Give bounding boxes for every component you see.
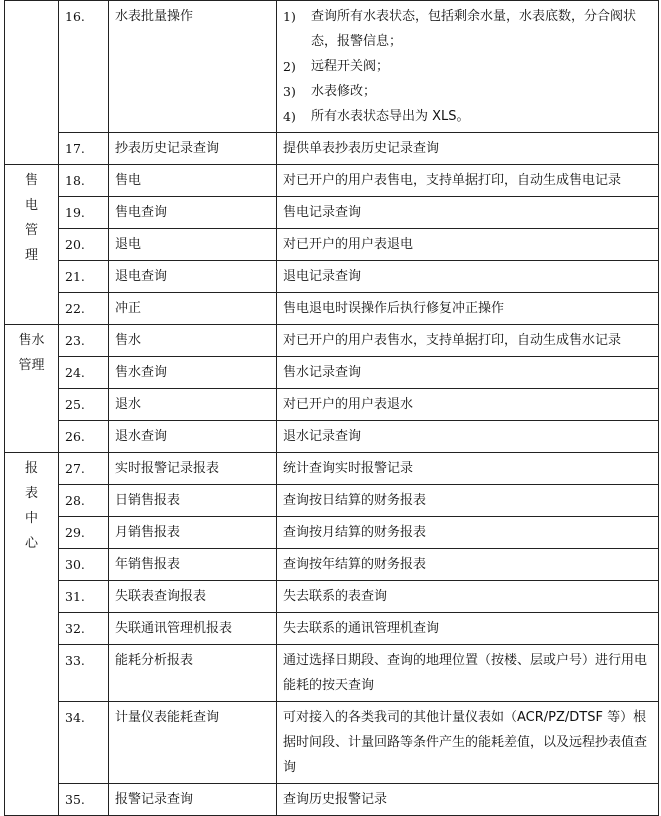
- table-row: [5, 197, 659, 229]
- table-row: [5, 645, 659, 702]
- function-description: 通过选择日期段、查询的地理位置（按楼、层或户号）进行用电能耗的按天查询: [277, 645, 659, 702]
- row-number: 27.: [59, 453, 109, 485]
- table-row: [5, 357, 659, 389]
- function-name: 售水: [109, 325, 277, 357]
- function-description: 失去联系的通讯管理机查询: [277, 613, 659, 645]
- table-row: [5, 702, 659, 784]
- row-number: 33.: [59, 645, 109, 702]
- function-name: 售电: [109, 165, 277, 197]
- function-description: 查询按月结算的财务报表: [277, 517, 659, 549]
- function-name: 售水查询: [109, 357, 277, 389]
- function-table: [4, 0, 659, 816]
- row-number: 16.: [59, 1, 109, 133]
- function-name: 能耗分析报表: [109, 645, 277, 702]
- step-list: [283, 4, 652, 129]
- row-number: 25.: [59, 389, 109, 421]
- function-name: 售电查询: [109, 197, 277, 229]
- list-item: 4) 所有水表状态导出为 XLS。: [283, 109, 470, 124]
- function-description: 退电记录查询: [277, 261, 659, 293]
- table-row: [5, 133, 659, 165]
- table-row: [5, 165, 659, 197]
- function-name: 月销售报表: [109, 517, 277, 549]
- table-row: [5, 485, 659, 517]
- function-description: 售水记录查询: [277, 357, 659, 389]
- row-number: 23.: [59, 325, 109, 357]
- row-number: 17.: [59, 133, 109, 165]
- function-name: 抄表历史记录查询: [109, 133, 277, 165]
- function-description: 失去联系的表查询: [277, 581, 659, 613]
- function-description: 统计查询实时报警记录: [277, 453, 659, 485]
- function-name: 水表批量操作: [109, 1, 277, 133]
- function-name: 实时报警记录报表: [109, 453, 277, 485]
- function-name: 退电查询: [109, 261, 277, 293]
- table-row: [5, 453, 659, 485]
- function-name: 退水查询: [109, 421, 277, 453]
- function-description: 查询历史报警记录: [277, 784, 659, 816]
- category-cell: [5, 453, 59, 816]
- function-name: 退水: [109, 389, 277, 421]
- table-row: [5, 549, 659, 581]
- function-name: 失联通讯管理机报表: [109, 613, 277, 645]
- table-row: [5, 613, 659, 645]
- category-cell-empty: [5, 1, 59, 165]
- row-number: 20.: [59, 229, 109, 261]
- function-description: 售电退电时误操作后执行修复冲正操作: [277, 293, 659, 325]
- row-number: 19.: [59, 197, 109, 229]
- function-description: 对已开户的用户表退水: [277, 389, 659, 421]
- function-description: 查询按年结算的财务报表: [277, 549, 659, 581]
- function-description: 可对接入的各类我司的其他计量仪表如（ACR/PZ/DTSF 等）根据时间段、计量回路等条件产生的能耗差值，以及远程抄表值查询: [277, 702, 659, 784]
- row-number: 35.: [59, 784, 109, 816]
- row-number: 22.: [59, 293, 109, 325]
- table-row: [5, 1, 659, 133]
- category-label: 售电管理: [24, 173, 38, 263]
- row-number: 30.: [59, 549, 109, 581]
- function-name: 冲正: [109, 293, 277, 325]
- row-number: 21.: [59, 261, 109, 293]
- row-number: 24.: [59, 357, 109, 389]
- table-row: [5, 229, 659, 261]
- function-description: 对已开户的用户表退电: [277, 229, 659, 261]
- row-number: 28.: [59, 485, 109, 517]
- function-name: 年销售报表: [109, 549, 277, 581]
- table-row: [5, 261, 659, 293]
- category-label: 售水管理: [18, 333, 45, 373]
- function-description: [277, 1, 659, 133]
- function-description: 售电记录查询: [277, 197, 659, 229]
- category-cell: [5, 325, 59, 453]
- category-cell: [5, 165, 59, 325]
- function-description: 对已开户的用户表售电，支持单据打印，自动生成售电记录: [277, 165, 659, 197]
- function-description: 查询按日结算的财务报表: [277, 485, 659, 517]
- list-item: 3) 水表修改；: [283, 84, 377, 99]
- row-number: 32.: [59, 613, 109, 645]
- table-row: [5, 581, 659, 613]
- table-row: [5, 784, 659, 816]
- table-row: [5, 421, 659, 453]
- function-name: 日销售报表: [109, 485, 277, 517]
- list-item: 1) 查询所有水表状态，包括剩余水量，水表底数，分合阀状态，报警信息；: [283, 9, 637, 49]
- category-label: 报表中心: [24, 461, 38, 551]
- function-description: 对已开户的用户表售水，支持单据打印，自动生成售水记录: [277, 325, 659, 357]
- table-row: [5, 517, 659, 549]
- table-row: [5, 389, 659, 421]
- row-number: 31.: [59, 581, 109, 613]
- row-number: 34.: [59, 702, 109, 784]
- function-description: 退水记录查询: [277, 421, 659, 453]
- function-name: 退电: [109, 229, 277, 261]
- list-item: 2) 远程开关阀；: [283, 59, 390, 74]
- function-name: 失联表查询报表: [109, 581, 277, 613]
- row-number: 18.: [59, 165, 109, 197]
- row-number: 29.: [59, 517, 109, 549]
- table-row: [5, 293, 659, 325]
- function-name: 报警记录查询: [109, 784, 277, 816]
- function-description: 提供单表抄表历史记录查询: [277, 133, 659, 165]
- row-number: 26.: [59, 421, 109, 453]
- table-row: [5, 325, 659, 357]
- function-name: 计量仪表能耗查询: [109, 702, 277, 784]
